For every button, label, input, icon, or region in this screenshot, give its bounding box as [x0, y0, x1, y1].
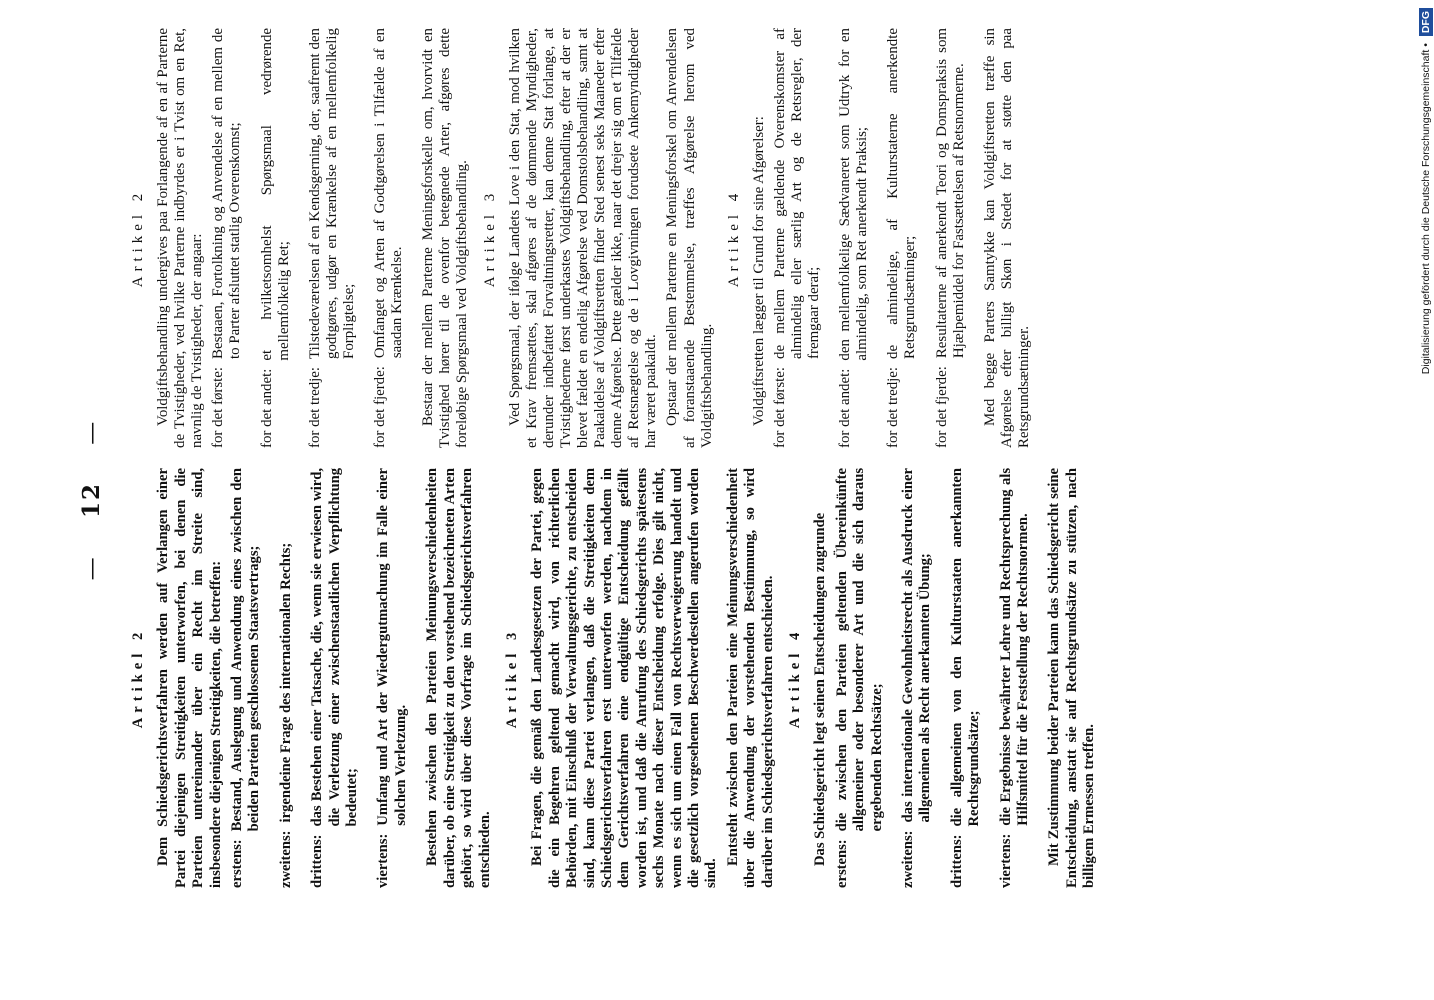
german-art2-item — [229, 468, 264, 888]
item-text: Resultaterne af anerkendt Teori og Domspraksis som Hjælpemiddel for Fastsættelsen af Retsnormerne. — [933, 28, 967, 359]
item-text: das internationale Gewohnheitsrecht als Ausdruck einer allgemeinen als Recht anerkannten Übung; — [900, 468, 934, 823]
item-label: for det første: — [210, 366, 227, 448]
german-art4-heading: Artikel 4 — [787, 627, 803, 729]
item-label: for det første: — [771, 366, 788, 448]
item-label: viertens: — [375, 833, 392, 888]
item-label: for det andet: — [258, 368, 275, 448]
german-column — [120, 468, 1103, 888]
item-text: Bestand, Auslegung und Anwendung eines zwischen den beiden Parteien geschlossenen Staatsvertrags; — [229, 468, 263, 832]
credit-text: Digitalisierung gefördert durch die Deutsche Forschungsgemeinschaft • — [1420, 43, 1432, 375]
item-text: Tilstedeværelsen af en Kendsgerning, der, saafremt den godtgøres, udgør en Krænkelse af en mellemfolkelig Forpligtelse; — [306, 28, 357, 359]
danish-art4-item — [837, 28, 871, 448]
german-art4-item — [834, 468, 886, 888]
item-text: et hvilketsomhelst Spørgsmaal vedrørende mellemfolkelig Ret; — [258, 28, 292, 361]
item-text: Omfanget og Arten af Godtgørelsen i Tilfælde af en saadan Krænkelse. — [372, 28, 406, 359]
german-art3-paragraph-1: Bei Fragen, die gemäß den Landesgesetzen der Partei, gegen die ein Begehren geltend gemacht wird, von richterlichen Behörden, mit Einschluß der Verwaltungsgerichte, zu entscheiden sind, kann diese Partei verlangen, daß die Streitigkeiten dem Schiedsgerichtsverfahren erst unterworfen werden, nachdem in dem Gerichtsverfahren eine endgültige Entscheidung gefällt worden ist, und daß die Anrufung des Schiedsgerichts spätestens sechs Monate nach dieser Entscheidung erfolge. Dies gilt nicht, wenn es sich um einen Fall von Rechtsverweigerung handelt und die gesetzlich vorgesehenen Beschwerdestellen angerufen worden sind. — [529, 468, 720, 888]
german-art4-intro: Das Schiedsgericht legt seinen Entscheidungen zugrunde — [812, 512, 829, 866]
german-art2-closing: Bestehen zwischen den Parteien Meinungsverschiedenheiten darüber, ob eine Streitigkeit zu den vorstehend bezeichneten Arten gehört, so wird über diese Vorfrage im Schiedsgerichtsverfahren entschieden. — [424, 468, 493, 888]
danish-art2-item — [210, 28, 244, 448]
dfg-logo-icon: DFG — [1419, 8, 1433, 36]
header-dash-right: — — [79, 419, 105, 445]
danish-art4-heading: Artikel 4 — [725, 188, 742, 288]
danish-art2-heading: Artikel 2 — [130, 188, 146, 288]
danish-art3-heading: Artikel 3 — [481, 188, 498, 288]
item-label: viertens: — [997, 833, 1014, 888]
item-label: zweitens: — [900, 830, 917, 888]
item-text: die Ergebnisse bewährter Lehre und Rechtsprechung als Hilfsmittel für die Feststellung der Rechtsnormen. — [997, 468, 1032, 826]
item-label: for det tredje: — [306, 366, 323, 448]
danish-column — [120, 28, 1037, 448]
credit-line — [1416, 0, 1434, 1000]
german-art3-paragraph-2: Entsteht zwischen den Parteien eine Meinungsverschiedenheit über die Anwendung der vorstehenden Bestimmung, so wird darüber im Schiedsgerichtsverfahren entschieden. — [724, 468, 776, 888]
danish-art4-item — [885, 28, 919, 448]
danish-art4-intro: Voldgiftsretten lægger til Grund for sine Afgørelser: — [750, 116, 767, 426]
item-text: den mellemfolkelige Sædvaneret som Udtryk for en almindelig, som Ret anerkendt Praksis; — [837, 28, 871, 361]
german-art4-item — [998, 468, 1033, 888]
danish-art4-item — [934, 28, 968, 448]
danish-art3-paragraph-2: Opstaar der mellem Parterne en Meningsforskel om Anvendelsen af foranstaaende Bestemmelse, træffes Afgørelse herom ved Voldgiftsbehandling. — [664, 28, 715, 448]
danish-art4-closing: Med begge Parters Samtykke kan Voldgiftsretten træffe sin Afgørelse efter billigt Skøn i Stedet for at støtte den paa Retsgrundsætninger. — [981, 28, 1032, 448]
german-art2-item — [375, 468, 410, 888]
page-number: 12 — [78, 482, 105, 519]
german-art3-heading: Artikel 3 — [503, 627, 520, 729]
german-art2-intro: Dem Schiedsgerichtsverfahren werden auf Verlangen einer Partei diejenigen Streitigkeiten unterworfen, bei denen die Parteien untereinander über ein Recht im Streite sind, insbesondere diejenigen Streitigkeiten, die betreffen: — [155, 468, 224, 888]
item-text: de mellem Parterne gældende Overenskomster af almindelig eller særlig Art og de Retsregler, der fremgaar deraf; — [771, 28, 823, 359]
item-text: die allgemeinen von den Kulturstaaten anerkannten Rechtsgrundsätze; — [948, 468, 983, 827]
german-art2-item — [309, 468, 361, 888]
item-label: erstens: — [833, 839, 850, 888]
danish-art2-item — [372, 28, 406, 448]
danish-art2-closing: Bestaar der mellem Parterne Meningsforskelle om, hvorvidt en Tvistighed hører til de ovenfor betegnede Arter, afgøres dette foreløbige Spørgsmaal ved Voldgiftsbehandling. — [420, 28, 471, 448]
item-label: for det tredje: — [885, 366, 902, 448]
danish-art2-intro: Voldgiftsbehandling undergives paa Forlangende af en af Parterne de Tvistigheder, ved hvilke Parterne indbyrdes er i Tvist om en Ret, navnlig de Tvistigheder, der angaar: — [155, 28, 206, 448]
german-art2-item — [278, 468, 295, 888]
german-art4-closing: Mit Zustimmung beider Parteien kann das Schiedsgericht seine Entscheidung, anstatt sie auf Rechtsgrundsätze zu stützen, nach billigem Ermessen treffen. — [1046, 468, 1098, 888]
header-dash-left: — — [79, 555, 105, 581]
page-header — [78, 0, 112, 1000]
item-text: Umfang und Art der Wiedergutmachung im Falle einer solchen Verletzung. — [375, 468, 409, 826]
item-text: das Bestehen einer Tatsache, die, wenn sie erwiesen wird, die Verletzung einer zwischenstaatlichen Verpflichtung bedeutet; — [309, 468, 361, 827]
danish-art2-item — [259, 28, 293, 448]
danish-art3-paragraph-1: Ved Spørgsmaal, der ifølge Landets Love i den Stat, mod hvilken et Krav fremsættes, skal afgøres af de dømmende Myndigheder, derunder indbefattet Forvaltningsretter, kan denne Stat forlange, at Tvistighederne først underkastes Voldgiftsbehandling, efter at der er blevet fældet en endelig Afgørelse ved Domstolsbehandling, samt at Paakaldelse af Voldgiftsretten finder Sted senest seks Maaneder efter denne Afgørelse. Dette gælder ikke, naar det drejer sig om et Tilfælde af Retsnægtelse og de i Lovgivningen forudsete Ankemyndigheder har været paakaldt. — [506, 28, 660, 448]
german-art4-item — [900, 468, 935, 888]
item-text: irgendeine Frage des internationalen Rechts; — [277, 542, 294, 823]
digitization-credit — [1416, 0, 1434, 1000]
danish-art4-item — [772, 28, 823, 448]
item-text: die zwischen den Parteien geltenden Übereinkünfte allgemeiner oder besonderer Art und die sich daraus ergebenden Rechtsätze; — [833, 468, 885, 832]
item-label: for det fjerde: — [372, 366, 389, 448]
item-label: for det fjerde: — [933, 366, 950, 448]
item-label: erstens: — [229, 839, 246, 888]
german-art4-item — [949, 468, 984, 888]
item-label: zweitens: — [277, 830, 294, 888]
german-art2-heading: Artikel 2 — [130, 627, 146, 729]
item-label: drittens: — [309, 834, 326, 888]
item-label: for det andet: — [837, 368, 854, 448]
item-text: de almindelige, af Kulturstaterne anerkendte Retsgrundsætninger; — [885, 28, 919, 359]
item-label: drittens: — [948, 834, 965, 888]
danish-art2-item — [307, 28, 358, 448]
item-text: Bestaaen, Fortolkning og Anvendelse af en mellem de to Parter afsluttet statlig Overenskomst; — [210, 28, 244, 359]
